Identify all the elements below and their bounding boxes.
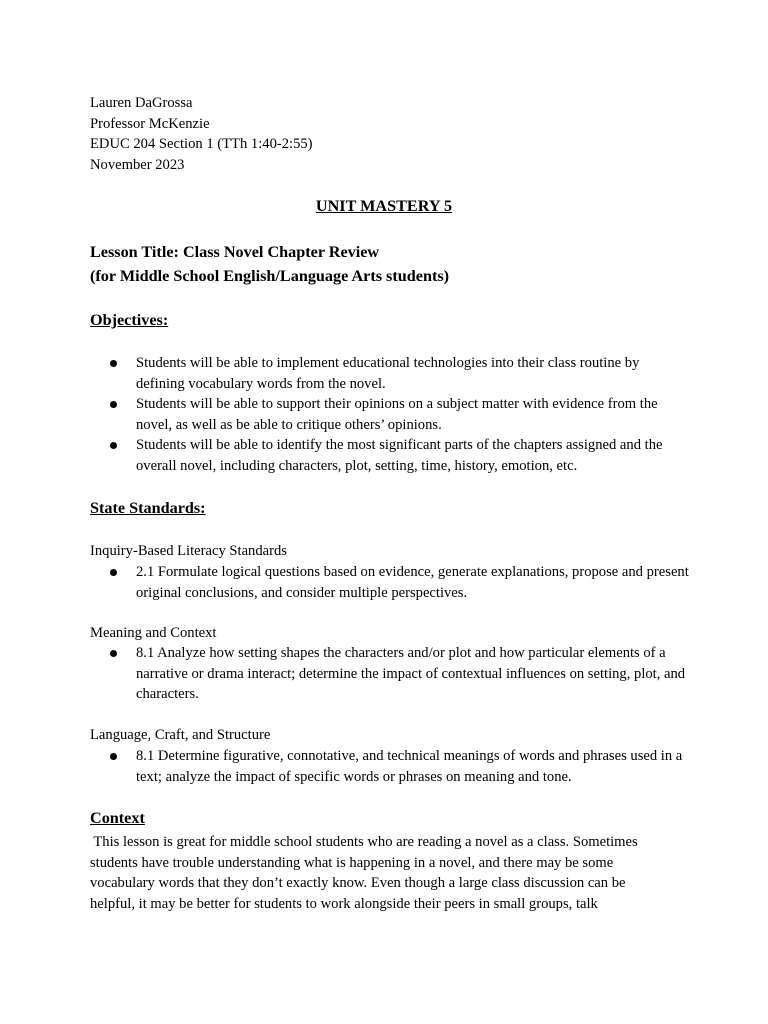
standard-list (110, 562, 690, 603)
standard-group-label: Inquiry-Based Literacy Standards (90, 543, 287, 559)
objective-text: Students will be able to implement educational technologies into their class routine by defining vocabulary words from the novel. (136, 355, 640, 392)
context-heading: Context (90, 809, 145, 827)
standards-heading: State Standards: (90, 499, 206, 517)
standard-text: 8.1 Analyze how setting shapes the characters and/or plot and how particular elements of a narrative or drama interact; determine the impact of contextual influences on setting, plot, and characters. (136, 645, 686, 702)
standard-text: 8.1 Determine figurative, connotative, and technical meanings of words and phrases used in a text; analyze the impact of specific words or phrases on meaning and tone. (136, 748, 683, 785)
unit-title: UNIT MASTERY 5 (315, 197, 453, 215)
standard-list (110, 746, 690, 787)
lesson-title-line-1: Lesson Title: Class Novel Chapter Review (90, 243, 380, 261)
standard-list (110, 643, 690, 705)
course-info: EDUC 204 Section 1 (TTh 1:40-2:55) (90, 136, 313, 152)
bullet-icon (110, 753, 117, 760)
objective-text: Students will be able to support their opinions on a subject matter with evidence from the novel, as well as be able to critique others’ opinions. (136, 396, 658, 433)
bullet-icon (110, 442, 117, 449)
list-item (110, 353, 690, 394)
standard-group-label: Language, Craft, and Structure (90, 727, 271, 743)
list-item (110, 643, 690, 705)
context-paragraph (90, 832, 680, 914)
context-line: vocabulary words that they don’t exactly know. Even though a large class discussion can be (90, 875, 626, 891)
lesson-title-line-2: (for Middle School English/Language Arts students) (90, 267, 450, 285)
context-line: students have trouble understanding what is happening in a novel, and there may be some (90, 854, 614, 871)
objectives-heading: Objectives: (90, 311, 169, 329)
bullet-icon (110, 569, 117, 576)
header-block (90, 93, 313, 175)
lesson-title (90, 240, 449, 288)
date: November 2023 (90, 156, 185, 173)
list-item (110, 435, 690, 476)
standard-group-label: Meaning and Context (90, 625, 217, 641)
context-line: This lesson is great for middle school students who are reading a novel as a class. Sometimes (90, 834, 638, 850)
bullet-icon (110, 401, 117, 408)
bullet-icon (110, 650, 117, 657)
author-name: Lauren DaGrossa (90, 95, 193, 111)
professor-name: Professor McKenzie (90, 115, 210, 132)
objectives-list (110, 353, 690, 476)
objective-text: Students will be able to identify the most significant parts of the chapters assigned and the overall novel, including characters, plot, setting, time, history, emotion, etc. (136, 437, 663, 474)
context-line: helpful, it may be better for students to work alongside their peers in small groups, talk (90, 895, 598, 912)
standard-text: 2.1 Formulate logical questions based on evidence, generate explanations, propose and present original conclusions, and consider multiple perspectives. (136, 564, 689, 601)
list-item (110, 394, 690, 435)
bullet-icon (110, 360, 117, 367)
list-item (110, 562, 690, 603)
list-item (110, 746, 690, 787)
